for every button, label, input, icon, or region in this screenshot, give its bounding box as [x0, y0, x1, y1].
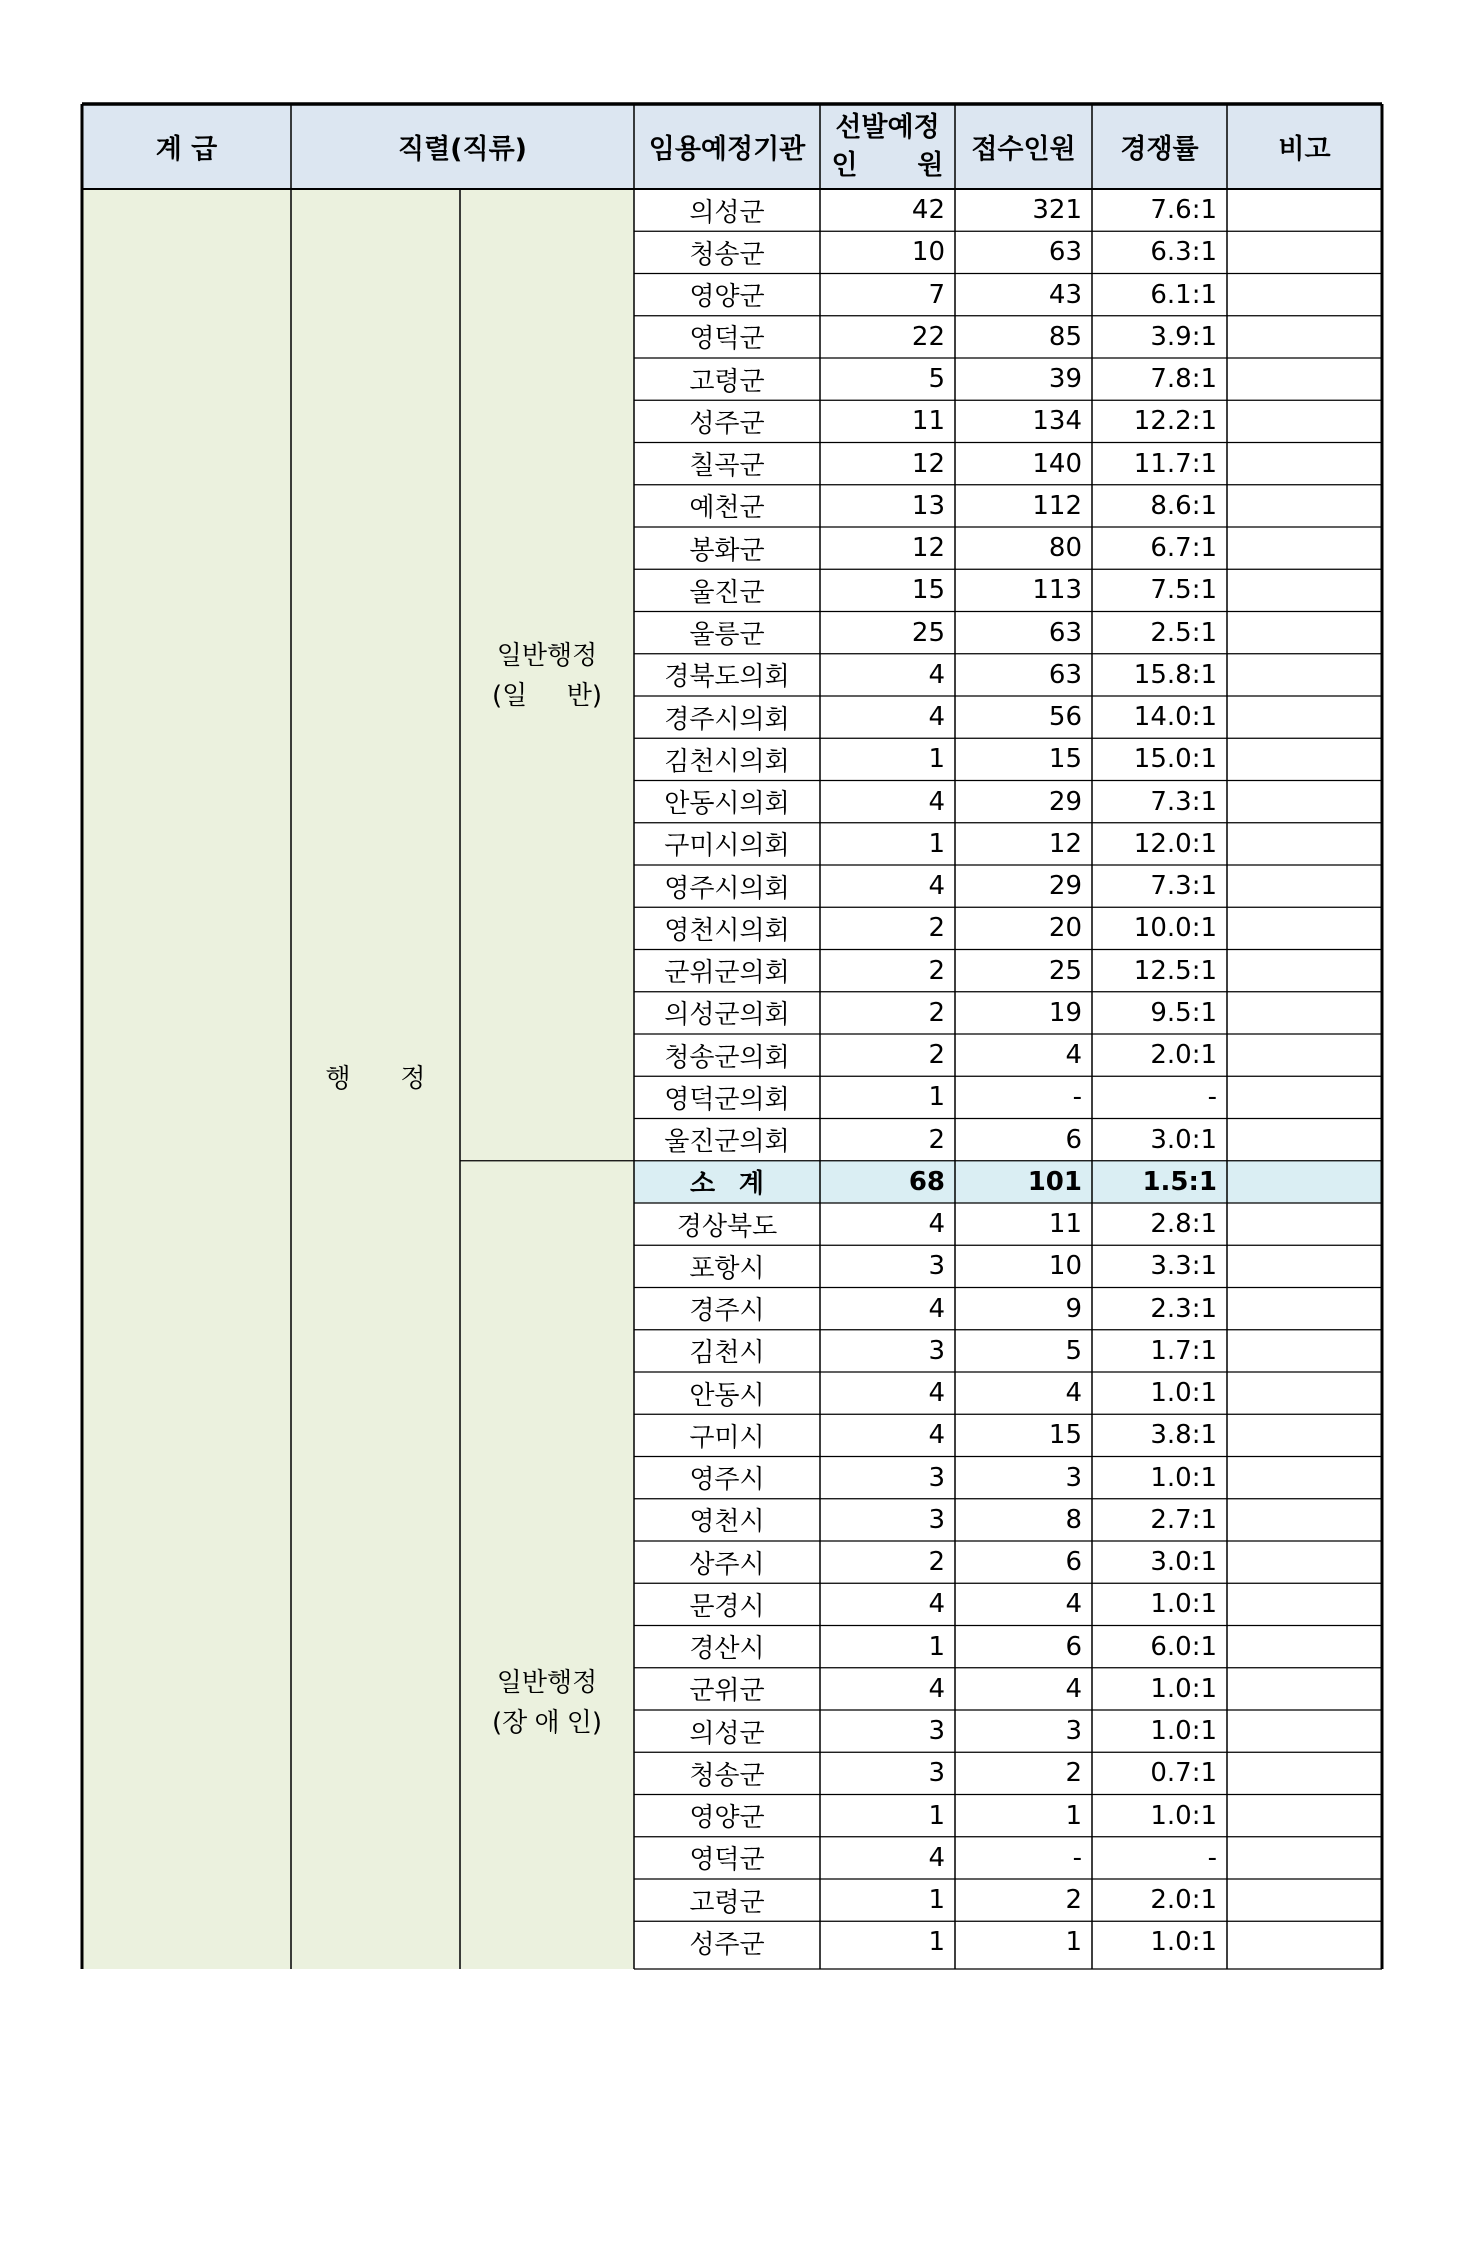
header-quota-line2a: 인 — [831, 149, 858, 181]
agency-cell: 군위군의회 — [664, 958, 790, 989]
applicants-cell: 6 — [1065, 1631, 1082, 1662]
agency-cell: 봉화군 — [689, 535, 765, 566]
subgroup-general-label — [460, 189, 634, 1163]
quota-cell: 3 — [928, 1462, 945, 1493]
applicants-cell: 85 — [1048, 321, 1082, 352]
applicants-cell: 39 — [1048, 364, 1082, 395]
agency-cell: 영천시의회 — [664, 915, 790, 946]
agency-cell: 경산시 — [689, 1634, 765, 1665]
quota-cell: 4 — [928, 786, 945, 817]
ratio-cell: 3.9:1 — [1150, 321, 1217, 352]
remarks-cell — [1227, 1457, 1382, 1499]
applicants-cell: 321 — [1032, 195, 1082, 226]
subtotal-label-char: 계 — [738, 1169, 764, 1200]
remarks-cell — [1227, 1541, 1382, 1583]
ratio-cell: 6.7:1 — [1150, 533, 1217, 564]
quota-cell: 2 — [928, 955, 945, 986]
agency-cell: 구미시 — [689, 1422, 765, 1453]
agency-cell: 경주시의회 — [664, 704, 790, 735]
series-group-text — [326, 1059, 426, 1099]
ratio-cell: 12.5:1 — [1133, 955, 1217, 986]
remarks-cell — [1227, 865, 1382, 907]
ratio-cell: 10.0:1 — [1133, 913, 1217, 944]
remarks-cell — [1227, 1034, 1382, 1076]
quota-cell: 1 — [928, 744, 945, 775]
applicants-cell: 63 — [1048, 237, 1082, 268]
header-ratio — [1092, 104, 1227, 189]
quota-cell: 5 — [928, 364, 945, 395]
applicants-cell: 10 — [1048, 1251, 1082, 1282]
applicants-cell: 4 — [1065, 1589, 1082, 1620]
header-agency — [634, 104, 820, 189]
ratio-cell: 1.0:1 — [1150, 1716, 1217, 1747]
quota-cell: 4 — [928, 1378, 945, 1409]
remarks-cell — [1227, 1119, 1382, 1161]
ratio-cell: 1.5:1 — [1142, 1166, 1217, 1197]
quota-cell: 1 — [928, 1082, 945, 1113]
header-quota-line1: 선발예정 — [835, 111, 940, 143]
quota-cell: 3 — [928, 1716, 945, 1747]
ratio-cell: 8.6:1 — [1150, 490, 1217, 521]
remarks-cell — [1227, 612, 1382, 654]
ratio-cell: 7.3:1 — [1150, 786, 1217, 817]
header-quota-line2 — [832, 147, 944, 185]
ratio-cell: 2.3:1 — [1150, 1293, 1217, 1324]
agency-cell: 군위군 — [689, 1676, 765, 1707]
remarks-cell — [1227, 696, 1382, 738]
subgroup-disabled-line2a: (장 — [492, 1708, 528, 1738]
agency-cell: 청송군 — [689, 239, 765, 270]
ratio-cell: 7.6:1 — [1150, 195, 1217, 226]
remarks-cell — [1227, 274, 1382, 316]
remarks-cell — [1227, 1203, 1382, 1245]
header-grade — [82, 104, 291, 189]
remarks-cell — [1227, 1668, 1382, 1710]
ratio-cell: 9.5:1 — [1150, 997, 1217, 1028]
remarks-cell — [1227, 992, 1382, 1034]
agency-cell: 포항시 — [689, 1253, 765, 1284]
quota-cell: 22 — [911, 321, 945, 352]
applicants-cell: 43 — [1048, 279, 1082, 310]
quota-cell: 7 — [928, 279, 945, 310]
applicants-cell: 4 — [1065, 1673, 1082, 1704]
ratio-cell: 1.0:1 — [1150, 1673, 1217, 1704]
ratio-cell: 3.3:1 — [1150, 1251, 1217, 1282]
remarks-cell — [1227, 1245, 1382, 1287]
subtotal-label-char: 소 — [690, 1169, 716, 1200]
agency-cell: 고령군 — [689, 1887, 765, 1918]
subgroup-disabled-line2b: 애 — [534, 1708, 560, 1738]
header-remarks-label: 비고 — [1278, 134, 1331, 165]
applicants-cell: 63 — [1048, 659, 1082, 690]
agency-cell: 문경시 — [689, 1591, 765, 1622]
quota-cell: 2 — [928, 997, 945, 1028]
ratio-cell: 1.7:1 — [1150, 1335, 1217, 1366]
remarks-cell — [1227, 1330, 1382, 1372]
agency-cell: 칠곡군 — [689, 451, 765, 482]
ratio-cell: 11.7:1 — [1133, 448, 1217, 479]
remarks-cell — [1227, 400, 1382, 442]
applicants-cell: 9 — [1065, 1293, 1082, 1324]
ratio-cell: 12.2:1 — [1133, 406, 1217, 437]
quota-cell: 11 — [911, 406, 945, 437]
quota-cell: 2 — [928, 913, 945, 944]
remarks-cell — [1227, 569, 1382, 611]
quota-cell: 4 — [928, 1589, 945, 1620]
ratio-cell: 1.0:1 — [1150, 1589, 1217, 1620]
ratio-cell: 3.8:1 — [1150, 1420, 1217, 1451]
agency-cell: 김천시 — [689, 1338, 765, 1369]
ratio-cell: 6.3:1 — [1150, 237, 1217, 268]
subgroup-disabled-line2 — [492, 1703, 602, 1743]
applicants-cell: 1 — [1065, 1927, 1082, 1958]
remarks-cell — [1227, 358, 1382, 400]
header-grade-label: 계 급 — [155, 134, 218, 165]
ratio-cell: 2.7:1 — [1150, 1504, 1217, 1535]
remarks-cell — [1227, 1879, 1382, 1921]
agency-cell: 영양군 — [689, 1803, 765, 1834]
agency-cell: 울릉군 — [689, 620, 765, 651]
ratio-cell: 3.0:1 — [1150, 1124, 1217, 1155]
ratio-cell: - — [1207, 1082, 1217, 1113]
agency-cell: 경상북도 — [676, 1211, 778, 1242]
series-group-char1: 행 — [325, 1064, 351, 1094]
applicants-cell: 29 — [1048, 786, 1082, 817]
remarks-cell — [1227, 316, 1382, 358]
quota-cell: 4 — [928, 1673, 945, 1704]
applicants-cell: 134 — [1032, 406, 1082, 437]
quota-cell: 4 — [928, 659, 945, 690]
remarks-cell — [1227, 1710, 1382, 1752]
subgroup-general-line2b: 반) — [566, 681, 602, 711]
agency-cell: 울진군 — [689, 577, 765, 608]
remarks-cell — [1227, 1499, 1382, 1541]
agency-cell: 구미시의회 — [664, 831, 790, 862]
quota-cell: 4 — [928, 871, 945, 902]
agency-cell: 영덕군 — [689, 324, 765, 355]
agency-cell: 영양군 — [689, 282, 765, 313]
remarks-cell — [1227, 738, 1382, 780]
quota-cell: 4 — [928, 1842, 945, 1873]
ratio-cell: 7.5:1 — [1150, 575, 1217, 606]
applicants-cell: 1 — [1065, 1800, 1082, 1831]
agency-cell: 상주시 — [689, 1549, 765, 1580]
quota-cell: 42 — [911, 195, 945, 226]
applicants-cell: 101 — [1027, 1166, 1082, 1197]
applicants-cell: 20 — [1048, 913, 1082, 944]
agency-cell: 영천시 — [689, 1507, 765, 1538]
quota-cell: 4 — [928, 1420, 945, 1451]
quota-cell: 1 — [928, 828, 945, 859]
remarks-cell — [1227, 1837, 1382, 1879]
remarks-cell — [1227, 231, 1382, 273]
series-group-label — [291, 189, 460, 1969]
quota-cell: 3 — [928, 1251, 945, 1282]
applicants-cell: - — [1072, 1082, 1082, 1113]
agency-cell: 의성군 — [689, 197, 765, 228]
remarks-cell — [1227, 1921, 1382, 1963]
applicants-cell: 4 — [1065, 1040, 1082, 1071]
applicants-cell: 56 — [1048, 702, 1082, 733]
applicants-cell: 3 — [1065, 1716, 1082, 1747]
ratio-cell: 1.0:1 — [1150, 1462, 1217, 1493]
applicants-cell: 8 — [1065, 1504, 1082, 1535]
agency-cell — [634, 1161, 820, 1203]
agency-cell: 김천시의회 — [664, 746, 790, 777]
header-remarks — [1227, 104, 1382, 189]
quota-cell: 1 — [928, 1885, 945, 1916]
quota-cell: 3 — [928, 1758, 945, 1789]
applicants-cell: 29 — [1048, 871, 1082, 902]
quota-cell: 15 — [911, 575, 945, 606]
agency-cell: 안동시의회 — [664, 789, 790, 820]
applicants-cell: 6 — [1065, 1124, 1082, 1155]
ratio-cell: 2.8:1 — [1150, 1209, 1217, 1240]
agency-cell: 경북도의회 — [664, 662, 790, 693]
quota-cell: 2 — [928, 1124, 945, 1155]
agency-cell: 고령군 — [689, 366, 765, 397]
ratio-cell: 12.0:1 — [1133, 828, 1217, 859]
header-applicants-label: 접수인원 — [971, 134, 1076, 165]
series-group-char2: 정 — [400, 1064, 426, 1094]
remarks-cell — [1227, 1161, 1382, 1203]
applicants-cell: 2 — [1065, 1885, 1082, 1916]
quota-cell: 2 — [928, 1547, 945, 1578]
remarks-cell — [1227, 1414, 1382, 1456]
quota-cell: 12 — [911, 533, 945, 564]
remarks-cell — [1227, 1752, 1382, 1794]
remarks-cell — [1227, 1372, 1382, 1414]
ratio-cell: 14.0:1 — [1133, 702, 1217, 733]
header-quota — [820, 104, 955, 189]
header-applicants — [955, 104, 1092, 189]
remarks-cell — [1227, 527, 1382, 569]
ratio-cell: 0.7:1 — [1150, 1758, 1217, 1789]
ratio-cell: 1.0:1 — [1150, 1378, 1217, 1409]
subgroup-general-line2 — [492, 676, 602, 716]
ratio-cell: 2.5:1 — [1150, 617, 1217, 648]
applicants-cell: 63 — [1048, 617, 1082, 648]
remarks-cell — [1227, 1583, 1382, 1625]
header-quota-line2b: 원 — [917, 149, 944, 181]
applicants-cell: 5 — [1065, 1335, 1082, 1366]
agency-cell: 영덕군 — [689, 1845, 765, 1876]
agency-cell: 청송군의회 — [664, 1042, 790, 1073]
header-series-label: 직렬(직류) — [397, 134, 527, 165]
applicants-cell: 2 — [1065, 1758, 1082, 1789]
applicants-cell: - — [1072, 1842, 1082, 1873]
applicants-cell: 6 — [1065, 1547, 1082, 1578]
quota-cell: 13 — [911, 490, 945, 521]
ratio-cell: 6.1:1 — [1150, 279, 1217, 310]
ratio-cell: 1.0:1 — [1150, 1927, 1217, 1958]
agency-cell: 영주시의회 — [664, 873, 790, 904]
subgroup-disabled-line2c: 인) — [566, 1708, 602, 1738]
remarks-cell — [1227, 781, 1382, 823]
applicants-cell: 3 — [1065, 1462, 1082, 1493]
subgroup-general-line2a: (일 — [492, 681, 528, 711]
ratio-cell: 2.0:1 — [1150, 1885, 1217, 1916]
quota-cell: 3 — [928, 1504, 945, 1535]
agency-cell: 안동시 — [689, 1380, 765, 1411]
applicants-cell: 112 — [1032, 490, 1082, 521]
quota-cell: 25 — [911, 617, 945, 648]
quota-cell: 3 — [928, 1335, 945, 1366]
applicants-cell: 15 — [1048, 1420, 1082, 1451]
agency-cell: 의성군 — [689, 1718, 765, 1749]
ratio-cell: 7.3:1 — [1150, 871, 1217, 902]
ratio-cell: - — [1207, 1842, 1217, 1873]
applicants-cell: 15 — [1048, 744, 1082, 775]
remarks-cell — [1227, 823, 1382, 865]
ratio-cell: 15.8:1 — [1133, 659, 1217, 690]
agency-cell: 의성군의회 — [664, 1000, 790, 1031]
agency-cell: 영주시 — [689, 1465, 765, 1496]
quota-cell: 4 — [928, 1293, 945, 1324]
applicants-cell: 80 — [1048, 533, 1082, 564]
subgroup-disabled-label — [460, 1163, 634, 2243]
agency-cell: 성주군 — [689, 408, 765, 439]
ratio-cell: 15.0:1 — [1133, 744, 1217, 775]
agency-cell: 영덕군의회 — [664, 1084, 790, 1115]
applicants-cell: 11 — [1048, 1209, 1082, 1240]
applicants-cell: 113 — [1032, 575, 1082, 606]
remarks-cell — [1227, 1626, 1382, 1668]
agency-cell: 울진군의회 — [664, 1127, 790, 1158]
remarks-cell — [1227, 654, 1382, 696]
agency-cell: 경주시 — [689, 1296, 765, 1327]
subgroup-general-line1: 일반행정 — [496, 641, 598, 671]
quota-cell: 10 — [911, 237, 945, 268]
header-series — [291, 104, 634, 189]
remarks-cell — [1227, 950, 1382, 992]
header-agency-label: 임용예정기관 — [648, 134, 806, 165]
remarks-cell — [1227, 485, 1382, 527]
applicants-cell: 4 — [1065, 1378, 1082, 1409]
remarks-cell — [1227, 907, 1382, 949]
quota-cell: 12 — [911, 448, 945, 479]
ratio-cell: 3.0:1 — [1150, 1547, 1217, 1578]
quota-cell: 4 — [928, 1209, 945, 1240]
applicants-cell: 25 — [1048, 955, 1082, 986]
subtotal-label — [690, 1163, 764, 1200]
quota-cell: 1 — [928, 1927, 945, 1958]
applicants-cell: 12 — [1048, 828, 1082, 859]
quota-cell: 2 — [928, 1040, 945, 1071]
remarks-cell — [1227, 1795, 1382, 1837]
header-ratio-label: 경쟁률 — [1120, 134, 1199, 165]
applicants-cell: 140 — [1032, 448, 1082, 479]
remarks-cell — [1227, 443, 1382, 485]
quota-cell: 1 — [928, 1631, 945, 1662]
quota-cell: 4 — [928, 702, 945, 733]
remarks-cell — [1227, 189, 1382, 231]
ratio-cell: 6.0:1 — [1150, 1631, 1217, 1662]
ratio-cell: 1.0:1 — [1150, 1800, 1217, 1831]
quota-cell: 1 — [928, 1800, 945, 1831]
remarks-cell — [1227, 1288, 1382, 1330]
ratio-cell: 7.8:1 — [1150, 364, 1217, 395]
subgroup-disabled-line1: 일반행정 — [496, 1668, 598, 1698]
applicants-cell: 19 — [1048, 997, 1082, 1028]
remarks-cell — [1227, 1076, 1382, 1118]
agency-cell: 예천군 — [689, 493, 765, 524]
quota-cell: 68 — [908, 1166, 945, 1197]
agency-cell: 청송군 — [689, 1760, 765, 1791]
ratio-cell: 2.0:1 — [1150, 1040, 1217, 1071]
agency-cell: 성주군 — [689, 1929, 765, 1960]
